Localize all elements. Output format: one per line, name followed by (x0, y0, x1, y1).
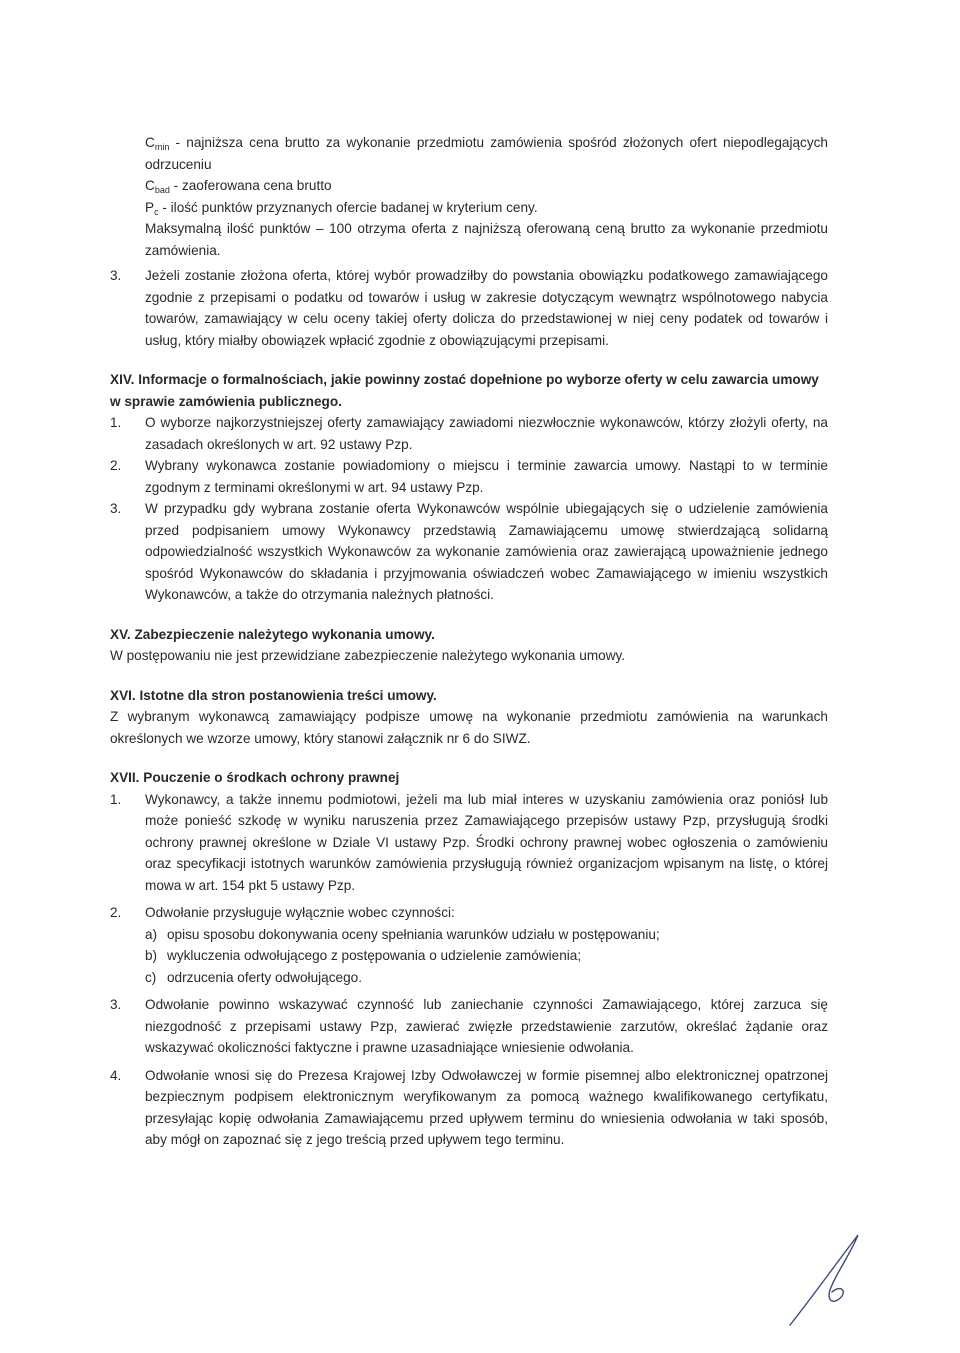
symbol-c: C (145, 178, 155, 193)
max-points-note: Maksymalną ilość punktów – 100 otrzyma oferta z najniższą oferowaną ceną brutto za wykonanie przedmiotu zamówienia. (145, 221, 828, 258)
definition-text: - zaoferowana cena brutto (169, 178, 332, 193)
item-text: Odwołanie przysługuje wyłącznie wobec czynności: (145, 905, 455, 920)
section-number: XVI. (110, 687, 136, 703)
section-heading-xiv (110, 369, 828, 412)
list-item (110, 498, 828, 606)
item-number: 1. (110, 415, 122, 430)
sub-item-letter: a) (145, 926, 158, 942)
section-title: Istotne dla stron postanowienia treści umowy. (139, 687, 437, 703)
subscript-min: min (154, 142, 170, 152)
item-text: Odwołanie powinno wskazywać czynność lub zaniechanie czynności Zamawiającego, której zarzuca się niezgodność z przepisami ustawy Pzp, zawierać zwięzłe przedstawienie zarzutów, określać żądanie oraz wskazywać okoliczności faktyczne i prawne uzasadniające wniesienie odwołania. (145, 997, 828, 1055)
section-number: XV. (110, 626, 131, 642)
section-number: XVII. (110, 770, 140, 785)
item-number: 3. (110, 268, 122, 283)
item-text: Odwołanie wnosi się do Prezesa Krajowej Izby Odwoławczej w formie pisemnej albo elektronicznej opatrzonej bezpiecznym podpisem elektronicznym weryfikowanym za pomocą ważnego kwalifikowanego certyfikatu, przesyłając kopię odwołania Zamawiającemu przed upływem terminu do wniesienia odwołania w taki sposób, aby mógł on zapoznać się z jego treścią przed upływem tego terminu. (145, 1067, 828, 1147)
definition-text: - ilość punktów przyznanych ofercie badanej w kryterium ceny. (158, 199, 538, 215)
item-text: Jeżeli zostanie złożona oferta, której wybór prowadziłby do powstania obowiązku podatkowego zamawiającego zgodnie z przepisami o podatku od towarów i usług w zakresie dotyczącym wewnątrz wspólnotowego nabycia towarów, zamawiający w celu oceny takiej oferty dolicza do przedstawionej w niej ceny podatek od towarów i usług, który miałby obowiązek wpłacić zgodnie z obowiązującymi przepisami. (145, 268, 828, 348)
section-title: Zabezpieczenie należytego wykonania umowy. (134, 626, 435, 642)
list-item (110, 994, 828, 1059)
section-text: W postępowaniu nie jest przewidziane zabezpieczenie należytego wykonania umowy. (110, 648, 626, 663)
list-item (110, 1065, 828, 1151)
section-text: Z wybranym wykonawcą zamawiający podpisze umowę na wykonanie przedmiotu zamówienia na warunkach określonych we wzorze umowy, który stanowi załącznik nr 6 do SIWZ. (110, 709, 828, 746)
definition-text: - najniższa cena brutto za wykonanie przedmiotu zamówienia spośród złożonych ofert niepodlegających odrzuceniu (145, 135, 828, 172)
formula-definitions (110, 132, 828, 261)
section-heading-xvii (110, 767, 828, 789)
sub-item-letter: c) (145, 969, 157, 985)
sub-item-letter: b) (145, 948, 158, 963)
sub-item-text: wykluczenia odwołującego z postępowania o udzielenie zamówienia; (167, 948, 582, 963)
subscript-bad: bad (154, 185, 170, 195)
definition-cmin (145, 132, 828, 175)
sub-list-item (145, 945, 828, 967)
item-number: 2. (110, 905, 122, 920)
item-text: Wykonawcy, a także innemu podmiotowi, jeżeli ma lub miał interes w uzyskaniu zamówienia oraz poniósł lub może ponieść szkodę w wyniku naruszenia przez Zamawiającego przepisów ustawy Pzp, przysługują środki ochrony prawnej określone w Dziale VI ustawy Pzp. Środki ochrony prawnej wobec ogłoszenia o zamówieniu oraz specyfikacji istotnych warunków zamówienia przysługują również organizacjom wpisanym na listę, o której mowa w art. 154 pkt 5 ustawy Pzp. (145, 791, 828, 893)
item-text: O wyborze najkorzystniejszej oferty zamawiający zawiadomi niezwłocznie wykonawców, którzy złożyli oferty, na zasadach określonych w art. 92 ustawy Pzp. (145, 415, 828, 452)
item-number: 1. (110, 791, 122, 807)
item-number: 4. (110, 1067, 122, 1083)
item-body (145, 902, 828, 988)
subscript-c: c (154, 206, 159, 217)
symbol-p: P (145, 199, 155, 215)
section-title: Informacje o formalnościach, jakie powinny zostać dopełnione po wyborze oferty w celu zawarcia umowy w sprawie zamówienia publicznego. (110, 372, 819, 409)
section-heading-xvi (110, 685, 828, 707)
item-number: 3. (110, 997, 122, 1012)
definition-pc (145, 197, 828, 219)
item-number: 3. (110, 501, 122, 516)
sub-list (145, 924, 828, 989)
list-item (110, 789, 828, 897)
list-item (110, 455, 828, 498)
item-text: Wybrany wykonawca zostanie powiadomiony o miejscu i terminie zawarcia umowy. Nastąpi to w terminie zgodnym z terminami określonymi w art. 94 ustawy Pzp. (145, 458, 828, 495)
section-heading-xv (110, 624, 828, 646)
sub-list-item (145, 967, 828, 989)
list-item (110, 902, 828, 988)
item-number: 2. (110, 458, 122, 473)
item-text: W przypadku gdy wybrana zostanie oferta Wykonawców wspólnie ubiegających się o udzielenie zamówienia przed podpisaniem umowy Wykonawcy przedstawią Zamawiającemu umowę stwierdzającą solidarną odpowiedzialność wszystkich Wykonawców za wykonanie zamówienia oraz zawierającą upoważnienie jednego spośród Wykonawców do składania i przyjmowania oświadczeń wobec Zamawiającego w imieniu wszystkich Wykonawców, a także do otrzymania należnych płatności. (145, 501, 828, 602)
definition-cbad (145, 175, 828, 197)
sub-item-text: opisu sposobu dokonywania oceny spełniania warunków udziału w postępowaniu; (167, 926, 660, 942)
section-title: Pouczenie o środkach ochrony prawnej (143, 770, 400, 785)
section-number: XIV. (110, 372, 135, 387)
list-item (110, 412, 828, 455)
handwritten-signature (780, 1230, 870, 1330)
sub-item-text: odrzucenia oferty odwołującego. (167, 969, 362, 985)
sub-list-item (145, 924, 828, 946)
list-item (110, 265, 828, 351)
symbol-c: C (145, 135, 155, 150)
